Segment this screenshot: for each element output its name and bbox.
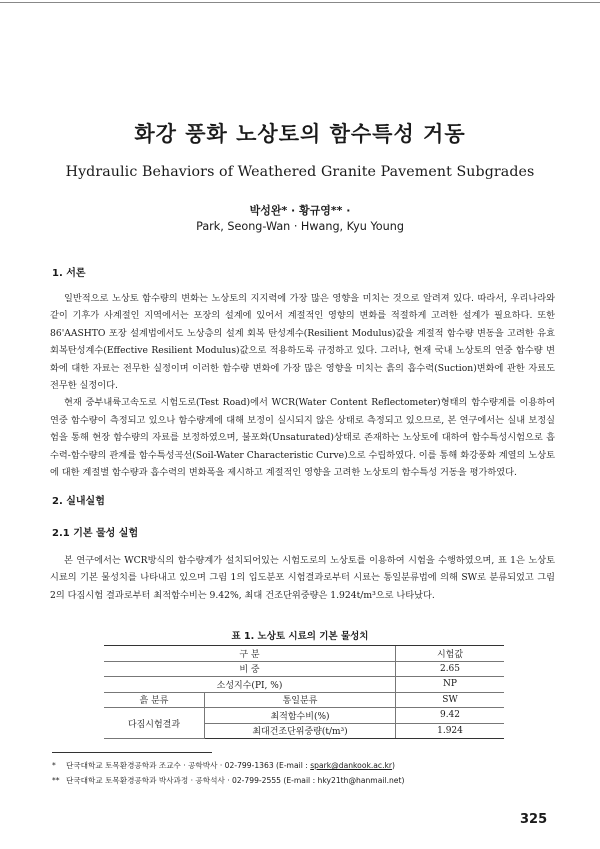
page-number: 325 xyxy=(520,812,548,827)
table-row xyxy=(104,677,504,693)
section-1-body xyxy=(50,290,555,481)
top-rule xyxy=(0,2,600,3)
footnote-1-text: 단국대학교 토목환경공학과 조교수 · 공학박사 · 02-799-1363 (E-mail : xyxy=(66,761,311,770)
table-header-value: 시험값 xyxy=(396,646,505,662)
section-2-heading: 2. 실내실험 xyxy=(52,496,105,507)
table-cell-label: 비 중 xyxy=(104,661,396,677)
footnote-1-close: ) xyxy=(392,761,396,770)
table-caption: 표 1. 노상토 시료의 기본 물성치 xyxy=(231,631,369,642)
footnote-1 xyxy=(52,760,395,771)
footnote-1-email-link[interactable]: spark@dankook.ac.kr xyxy=(310,761,393,770)
table-row xyxy=(104,692,504,708)
table-cell-label: 최대건조단위중량(t/m³) xyxy=(205,723,396,739)
footnote-1-mark: * xyxy=(52,761,56,770)
section-2-1-heading: 2.1 기본 물성 실험 xyxy=(52,528,139,539)
table-cell-group: 흙 분류 xyxy=(104,692,205,708)
table-row xyxy=(104,661,504,677)
footnote-2-text: 단국대학교 토목환경공학과 박사과정 · 공학석사 · 02-799-2555 (E-mail : hky21th@hanmail.net) xyxy=(66,776,405,785)
section-1-heading: 1. 서론 xyxy=(52,268,86,279)
authors-korean: 박성완* · 황규영** · xyxy=(249,204,351,217)
table-cell-label: 통일분류 xyxy=(205,692,396,708)
table-cell-value: NP xyxy=(396,677,505,693)
table-cell-group: 다짐시험결과 xyxy=(104,708,205,739)
authors-english: Park, Seong-Wan · Hwang, Kyu Young xyxy=(196,220,404,233)
table-cell-label: 최적함수비(%) xyxy=(205,708,396,724)
table-row xyxy=(104,708,504,724)
section-2-1-paragraph-1: 본 연구에서는 WCR방식의 함수량계가 설치되어있는 시험도로의 노상토를 이용하여 시험을 수행하였으며, 표 1은 노상토 시료의 기본 물성치를 나타내고 있으며 그림 1의 입도분포 시험결과로부터 시료는 통일분류법에 의해 SW로 분류되었고 그림 2의 다짐시험 결과로부터 최적함수비는 9.42%, 최대 건조단위중량은 1.924t/m³으로 나타났다. xyxy=(50,555,555,601)
title-korean: 화강 풍화 노상토의 함수특성 거동 xyxy=(134,122,466,146)
table-cell-value: 2.65 xyxy=(396,661,505,677)
properties-table xyxy=(104,645,504,739)
title-english: Hydraulic Behaviors of Weathered Granite Pavement Subgrades xyxy=(65,164,535,180)
section-1-paragraph-1: 일반적으로 노상토 함수량의 변화는 노상토의 지지력에 가장 많은 영향을 미치는 것으로 알려져 있다. 따라서, 우리나라와 같이 기후가 사계절인 지역에서는 포장의 설계에 있어서 계절적인 영향의 변화를 적절하게 고려한 설계가 필요하다. 또한 86'AASHTO 포장 설계법에서도 노상층의 설계 회복 탄성계수(Resilient Modulus)값을 계절적 함수량 변동을 고려한 유효 회복탄성계수(Effective Resilient Modulus)값으로 적용하도록 규정하고 있다. 그러나, 현재 국내 노상토의 연중 함수량 변화에 대한 자료는 전무한 실정이며 이러한 함수량 변화에 가장 많은 영향을 미치는 흙의 흡수력(Suction)변화에 관한 자료도 전무한 실정이다. xyxy=(50,293,555,392)
footnote-2-mark: ** xyxy=(52,776,60,785)
table-cell-label: 소성지수(PI, %) xyxy=(104,677,396,693)
table-cell-value: 9.42 xyxy=(396,708,505,724)
footnote-divider xyxy=(52,752,212,753)
table-header-item: 구 분 xyxy=(104,646,396,662)
table-cell-value: 1.924 xyxy=(396,723,505,739)
section-2-1-body xyxy=(50,552,555,604)
section-1-paragraph-2: 현재 중부내륙고속도로 시험도로(Test Road)에서 WCR(Water Content Reflectometer)형태의 함수량계를 이용하여 연중 함수량이 측정되고 있으나 함수량계에 대해 보정이 실시되지 않은 상태로 측정되고 있으므로, 본 연구에서는 실내 보정실험을 통해 현장 함수량의 자료를 보정하였으며, 불포화(Unsaturated)상태로 존재하는 노상토에 대하여 함수특성시험으로 흡수력-함수량의 관계를 함수특성곡선(Soil-Water Characteristic Curve)으로 수립하였다. 이를 통해 화강풍화 계열의 노상토에 대한 계절별 함수량과 흡수력의 변화폭을 제시하고 계절적인 영향을 고려한 노상토의 함수특성 거동을 평가하였다. xyxy=(50,397,555,479)
footnote-2 xyxy=(52,775,404,786)
table-cell-value: SW xyxy=(396,692,505,708)
table-row xyxy=(104,646,504,662)
